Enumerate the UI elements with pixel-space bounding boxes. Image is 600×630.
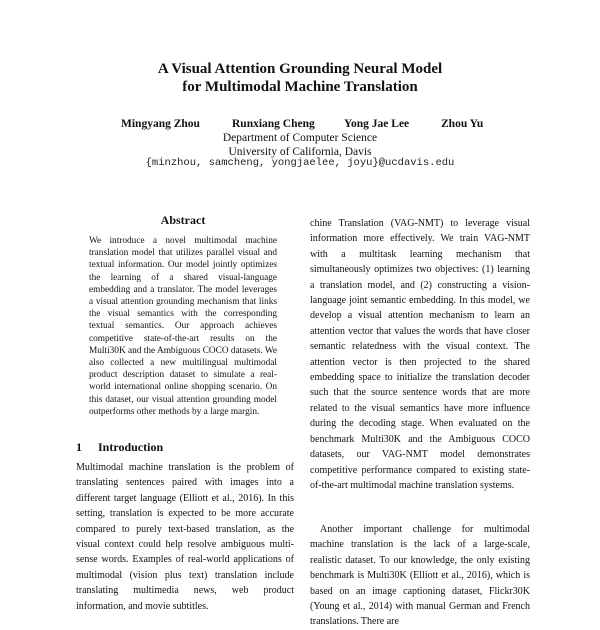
author-name: Zhou Yu <box>441 118 484 130</box>
abstract-text: We introduce a novel multimodal machine translation model that utilizes parallel visual and textual information. Our model jointly optimizes the learning of a shared visual-language embedding and a translator. The model leverages a visual attention grounding mechanism that links the visual semantics with the corresponding textual semantics. Our approach achieves competitive state-of-the-art results on the Multi30K and the Ambiguous COCO datasets. We also collected a new multilingual multimodal product description dataset to simulate a real-world international online shopping scenario. On this dataset, our visual attention grounding model outperforms other methods by a large margin. <box>89 236 277 417</box>
affiliation <box>0 131 600 159</box>
section-title: Introduction <box>98 440 164 454</box>
author-emails: {minzhou, samcheng, yongjaelee, joyu}@ucdavis.edu <box>145 157 455 169</box>
body-paragraph-text: Another important challenge for multimodal machine translation is the lack of a large-scale, realistic dataset. To our knowledge, the only existing benchmark is Multi30K (Elliott et al., 2016), which is based on an image captioning dataset, Flickr30K (Young et al., 2014) with manual German and French translations. There are <box>310 524 530 628</box>
author-name: Yong Jae Lee <box>344 118 410 130</box>
title-line-2: for Multimodal Machine Translation <box>182 79 418 95</box>
section-number: 1 <box>76 440 82 454</box>
author-name: Runxiang Cheng <box>232 118 315 130</box>
body-paragraph <box>310 522 530 630</box>
body-paragraph: chine Translation (VAG-NMT) to leverage visual information more effectively. We train VAG-NMT with a multitask learning mechanism that simultaneously optimizes two objectives: (1) learning a translation model, and (2) constructing a vision-language joint semantic embedding. In this model, we develop a visual attention mechanism to learn an attention vector that values the words that have closer semantic relatedness with the visual context. The attention vector is then projected to the shared embedding space to initialize the translation decoder such that the source sentence words that are more related to the visual semantics have more influence during the decoding stage. When evaluated on the benchmark Multi30K and the Ambiguous COCO datasets, our VAG-NMT model demonstrates competitive performance compared to existing state-of-the-art multimodal machine translation systems. <box>310 218 530 491</box>
department: Department of Computer Science <box>222 132 378 144</box>
university: University of California, Davis <box>228 146 372 158</box>
abstract-heading: Abstract <box>160 213 206 227</box>
author-name: Mingyang Zhou <box>121 118 200 130</box>
title-line-1: A Visual Attention Grounding Neural Model <box>157 61 443 77</box>
paper-title <box>0 60 600 96</box>
section-heading <box>76 440 163 455</box>
introduction-paragraph: Multimodal machine translation is the problem of translating sentences paired with images into a different target language (Elliott et al., 2016). In this setting, translation is expected to be more accurate compared to purely text-based translation, as the visual context could help resolve ambiguous multi-sense words. Examples of real-world applications of multimodal (vision plus text) translation include translating multimedia news, web product information, and movie subtitles. <box>76 462 294 612</box>
